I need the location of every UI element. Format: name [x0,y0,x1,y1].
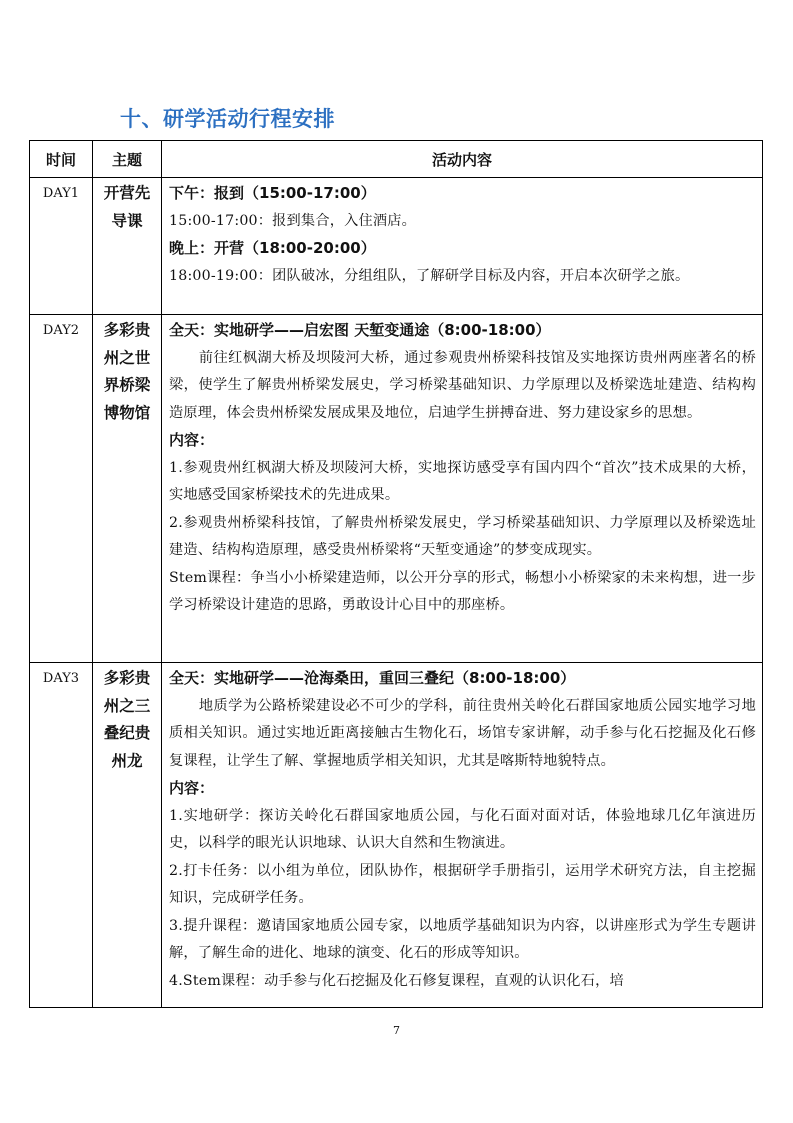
day1-content [162,178,763,315]
day3-label: DAY3 [30,663,93,1008]
day3-content-label: 内容： [169,779,215,797]
header-time: 时间 [30,141,93,178]
table-header-row [30,141,763,178]
day3-item-1: 1.实地研学：探访关岭化石群国家地质公园，与化石面对面对话，体验地球几亿年演进历史，以科学的眼光认识地球、认识大自然和生物演进。 [169,807,756,851]
table-row-day3 [30,663,763,1008]
schedule-table [29,140,763,1008]
day2-heading: 全天：实地研学——启宏图 天堑变通途（8:00-18:00） [169,321,551,339]
day2-item-2: 2.参观贵州桥梁科技馆，了解贵州桥梁发展史，学习桥梁基础知识、力学原理以及桥梁选址建造、结构构造原理，感受贵州桥梁将“天堑变通途”的梦变成现实。 [169,514,756,558]
day2-content [162,315,763,663]
day2-theme: 多彩贵州之世界桥梁博物馆 [93,315,162,663]
day3-item-4: 4.Stem课程：动手参与化石挖掘及化石修复课程，直观的认识化石，培 [169,972,624,989]
header-content: 活动内容 [162,141,763,178]
day1-label: DAY1 [30,178,93,315]
day2-intro: 前往红枫湖大桥及坝陵河大桥，通过参观贵州桥梁科技馆及实地探访贵州两座著名的桥梁，使学生了解贵州桥梁发展史，学习桥梁基础知识、力学原理以及桥梁选址建造、结构构造原理，体会贵州桥梁发展成果及地位，启迪学生拼搏奋进、努力建设家乡的思想。 [169,349,756,421]
day1-evening-heading: 晚上：开营（18:00-20:00） [169,239,376,257]
day1-afternoon-text: 15:00-17:00：报到集合，入住酒店。 [169,212,417,229]
table-row-day1 [30,178,763,315]
day1-theme: 开营先导课 [93,178,162,315]
page-title: 十、研学活动行程安排 [120,107,335,131]
day1-evening-text: 18:00-19:00：团队破冰，分组组队，了解研学目标及内容，开启本次研学之旅。 [169,267,690,284]
day3-intro: 地质学为公路桥梁建设必不可少的学科，前往贵州关岭化石群国家地质公园实地学习地质相关知识。通过实地近距离接触古生物化石，场馆专家讲解，动手参与化石挖掘及化石修复课程，让学生了解、掌握地质学相关知识，尤其是喀斯特地貌特点。 [169,697,756,769]
day3-heading: 全天：实地研学——沧海桑田，重回三叠纪（8:00-18:00） [169,669,576,687]
day2-content-label: 内容： [169,431,215,449]
day2-item-1: 1.参观贵州红枫湖大桥及坝陵河大桥，实地探访感受享有国内四个“首次”技术成果的大桥，实地感受国家桥梁技术的先进成果。 [169,459,756,503]
day3-content [162,663,763,1008]
day1-afternoon-heading: 下午：报到（15:00-17:00） [169,184,376,202]
day2-label: DAY2 [30,315,93,663]
day3-item-2: 2.打卡任务：以小组为单位，团队协作，根据研学手册指引，运用学术研究方法，自主挖掘知识，完成研学任务。 [169,862,756,906]
day3-item-3: 3.提升课程：邀请国家地质公园专家，以地质学基础知识为内容，以讲座形式为学生专题讲解，了解生命的进化、地球的演变、化石的形成等知识。 [169,917,756,961]
header-theme: 主题 [93,141,162,178]
day3-theme: 多彩贵州之三叠纪贵州龙 [93,663,162,1008]
day2-stem: Stem课程：争当小小桥梁建造师，以公开分享的形式，畅想小小桥梁家的未来构想，进一步学习桥梁设计建造的思路，勇敢设计心目中的那座桥。 [169,569,756,613]
table-row-day2 [30,315,763,663]
page-number: 7 [393,1024,400,1037]
